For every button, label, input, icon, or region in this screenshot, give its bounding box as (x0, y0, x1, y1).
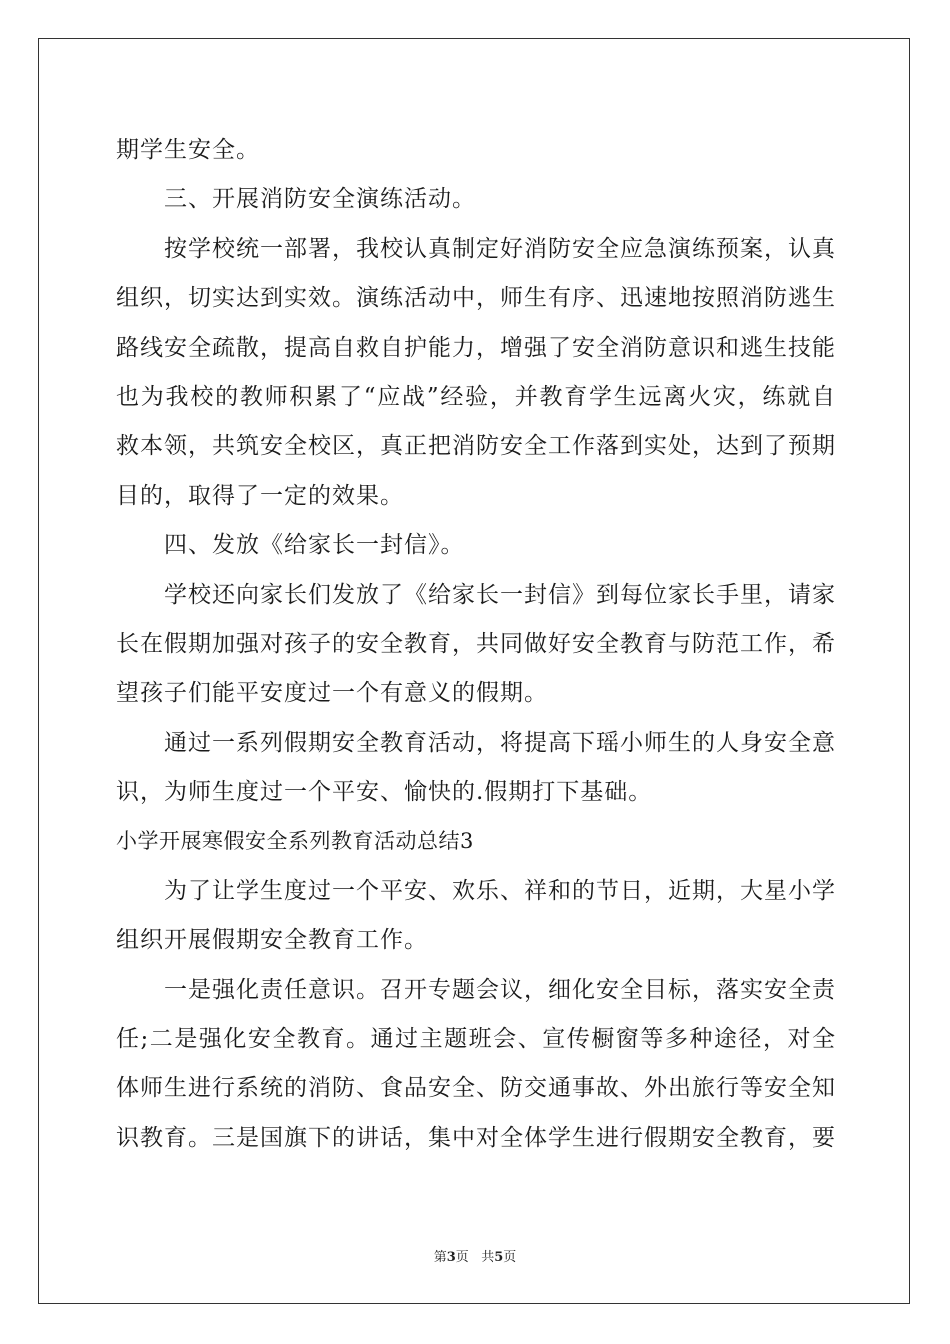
section-title: 小学开展寒假安全系列教育活动总结3 (116, 829, 474, 854)
document-body (116, 126, 836, 1163)
text-line: 识，为师生度过一个平安、愉快的.假期打下基础。 (116, 779, 653, 806)
text-line: 为了让学生度过一个平安、欢乐、祥和的节日，近期，大星小学 (164, 877, 836, 904)
page-label-prefix: 第 (433, 1250, 447, 1265)
page-label-suffix: 页 (455, 1250, 469, 1265)
text-line: 四、发放《给家长一封信》。 (164, 532, 465, 559)
text-line: 学校还向家长们发放了《给家长一封信》到每位家长手里，请家 (164, 581, 836, 608)
text-line: 按学校统一部署，我校认真制定好消防安全应急演练预案，认真 (164, 235, 836, 262)
text-line: 体师生进行系统的消防、食品安全、防交通事故、外出旅行等安全知 (116, 1075, 836, 1102)
total-page-number: 5 (494, 1250, 504, 1265)
text-line: 组织开展假期安全教育工作。 (116, 927, 428, 954)
text-line: 三、开展消防安全演练活动。 (164, 186, 476, 213)
text-line: 识教育。三是国旗下的讲话，集中对全体学生进行假期安全教育，要 (116, 1124, 836, 1151)
text-line: 也为我校的教师积累了“应战”经验，并教育学生远离火灾，练就自 (116, 383, 836, 410)
text-line: 一是强化责任意识。召开专题会议，细化安全目标，落实安全责 (164, 976, 836, 1003)
total-label-suffix: 页 (503, 1250, 517, 1265)
text-line: 组织，切实达到实效。演练活动中，师生有序、迅速地按照消防逃生 (116, 285, 836, 312)
total-label-prefix: 共 (481, 1250, 495, 1265)
text-line: 长在假期加强对孩子的安全教育，共同做好安全教育与防范工作，希 (116, 630, 836, 657)
text-line: 任;二是强化安全教育。通过主题班会、宣传橱窗等多种途径，对全 (116, 1026, 836, 1053)
text-line: 期学生安全。 (116, 137, 260, 163)
text-line: 路线安全疏散，提高自救自护能力，增强了安全消防意识和逃生技能 (116, 334, 836, 361)
text-line: 通过一系列假期安全教育活动，将提高下瑶小师生的人身安全意 (164, 729, 836, 756)
text-line: 救本领，共筑安全校区，真正把消防安全工作落到实处，达到了预期 (116, 433, 836, 460)
page-footer (0, 1246, 950, 1265)
text-line: 目的，取得了一定的效果。 (116, 482, 404, 509)
text-line: 望孩子们能平安度过一个有意义的假期。 (116, 680, 548, 707)
current-page-number: 3 (446, 1250, 456, 1265)
